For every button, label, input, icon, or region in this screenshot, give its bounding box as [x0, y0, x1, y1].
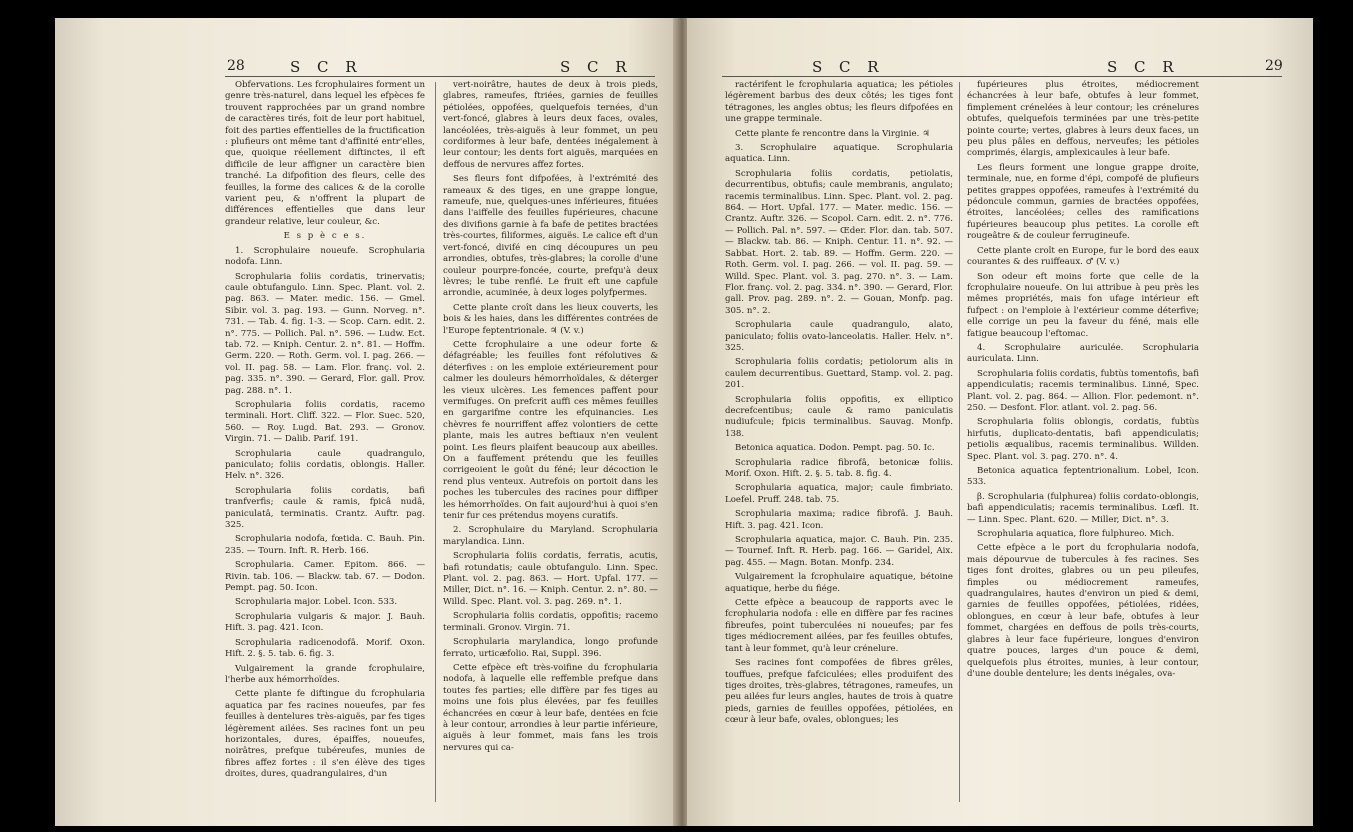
paragraph: Cette efpèce a beaucoup de rapports avec le fcrophularia nodofa : elle en diffère par fes racines fibreufes, point tuberculées ni noueufes; par fes tiges médiocrement ailées, par fes feuilles obtufes, tant à leur fommet, qu'à leur crénelure. [725, 598, 953, 654]
paragraph: Scrophularia foliis cordatis, oppofitis; racemo terminali. Gronov. Virgin. 71. [443, 611, 658, 633]
column-divider-left [435, 82, 436, 802]
header-rule-left [225, 76, 655, 77]
paragraph: Cette plante croît dans les lieux couverts, les bois & les haies, dans les différentes contrées de l'Europe feptentrionale. ♃ (V. v.) [443, 302, 658, 336]
paragraph: 1. Scrophulaire noueufe. Scrophularia nodofa. Linn. [225, 245, 425, 268]
right-page [687, 18, 1313, 826]
paragraph: Scrophularia nodofa, fœtida. C. Bauh. Pin. 235. — Tourn. Inft. R. Herb. 166. [225, 534, 425, 556]
paragraph: Scrophularia radicenodofâ. Morif. Oxon. Hift. 2. §. 5. tab. 6. fig. 3. [225, 637, 425, 660]
header-rule-right [722, 76, 1282, 77]
paragraph: Ses racines font compofées de fibres grêles, touffues, prefque fafciculées; elles produifent des tiges droites, très-glabres, tétragones, rameufes, un peu ailées fur leurs angles, hautes de trois à quatre pieds, garnies de feuilles oppofées, pétiolées, en cœur à leur bafe, ovales, oblongues; les [725, 658, 953, 726]
paragraph: Scrophularia foliis cordatis, fubtùs tomentofis, bafi appendiculatis; racemis terminalibus. Linné, Spec. Plant. vol. 2. pag. 864. — Allion. Flor. pedemont. n°. 250. — Desfont. Flor. atlant. vol. 2. pag. 56. [967, 368, 1200, 413]
paragraph: E s p è c e s. [283, 231, 367, 242]
page-number-right: 29 [1265, 58, 1283, 74]
left-page-column-1 [225, 80, 425, 784]
paragraph: Scrophularia foliis cordatis, racemo terminali. Hort. Cliff. 322. — Flor. Suec. 520, 560. — Roy. Lugd. Bat. 293. — Gronov. Virgin. 71. — Dalib. Parif. 191. [225, 399, 425, 445]
paragraph: Scrophularia major. Lobel. Icon. 533. [235, 597, 398, 608]
left-page-column-2 [443, 80, 658, 757]
column-divider-right [959, 82, 960, 802]
paragraph: vert-noirâtre, hautes de deux à trois pieds, glabres, rameufes, ftriées, garnies de feuilles pétiolées, oppofées, quelquefois ternées, d'un vert-foncé, glabres à leurs deux faces, ovales, lancéolées, très-aiguës à leur fommet, un peu cordiformes à leur bafe, dentées inégalement à leur contour; les dents fort aiguës, marquées en deffous de nervures affez fortes. [443, 80, 658, 170]
paragraph: Scrophularia maxima; radice fibrofâ. J. Bauh. Hift. 3. pag. 421. Icon. [725, 509, 953, 531]
paragraph: Cette efpèce a le port du fcrophularia nodofa, mais dépourvue de tubercules à fes racines. Ses tiges font droites, glabres ou un peu pileufes, fimples ou médiocrement rameufes, quadrangulaires, hautes d'environ un pied & demi, garnies de feuilles oppofées, pétiolées, ridées, oblongues, en cœur à leur bafe, obtufes à leur fommet, chargées en deffous de poils très-courts, glabres à leur face fupérieure, longues d'environ quatre pouces, larges d'un pouce & demi, quelquefois plus étroites, munies, à leur contour, d'une double dentelure; les dents inégales, ova- [967, 543, 1199, 679]
paragraph: Vulgairement la grande fcrophulaire, l'herbe aux hémorrhoïdes. [225, 663, 425, 685]
paragraph: Scrophularia. Camer. Epitom. 866. — Rivin. tab. 106. — Blackw. tab. 67. — Dodon. Pempt. pag. 50. Icon. [225, 560, 425, 594]
paragraph: Scrophularia foliis oblongis, cordatis, fubtùs hirfutis, duplicato-dentatis, bafi appendiculatis; petiolis æqualibus, racemis terminalibus. Willden. Spec. Plant. vol. 3. pag. 270. n°. 4. [967, 417, 1199, 462]
paragraph: Scrophularia foliis cordatis; petiolorum alis in caulem decurrentibus. Guettard, Stamp. vol. 2. pag. 201. [725, 357, 953, 391]
paragraph: Scrophularia foliis cordatis, bafi tranfverfis; caule & ramis, fpicâ nudâ, paniculatâ, terminatis. Crantz. Auftr. pag. 325. [225, 485, 425, 531]
paragraph: Les fleurs forment une longue grappe droite, terminale, nue, en forme d'épi, compofé de plufieurs petites grappes oppofées, rameufes à l'extrémité du pédoncule commun, garnies de bractées oppofées, étroites, lancéolées; celles des ramifications fupérieures beaucoup plus petites. La corolle eft rougeâtre & de couleur ferrugineufe. [967, 162, 1199, 242]
paragraph: 2. Scrophulaire du Maryland. Scrophularia marylandica. Linn. [443, 525, 658, 547]
paragraph: Scrophularia caule quadrangulo, alato, paniculato; foliis ovato-lanceolatis. Haller. Helv. n°. 325. [725, 320, 953, 353]
right-page-column-1 [725, 80, 953, 730]
paragraph: Scrophularia radice fibrofâ, betonicæ foliis. Morif. Oxon. Hift. 2. §. 5. tab. 8. fig. 4. [725, 457, 953, 479]
paragraph: β. Scrophularia (fulphurea) foliis cordato-oblongis, bafi appendiculatis; racemis terminalibus. Lœfl. It. — Linn. Spec. Plant. 620. — Miller, Dict. n°. 3. [967, 491, 1199, 525]
page-number-left: 28 [227, 58, 245, 74]
paragraph: Scrophularia foliis cordatis, petiolatis, decurrentibus, obtufis; caule membranis, angulato; racemis terminalibus. Linn. Spec. Plant. vol. 2. pag. 864. — Hort. Upfal. 177. — Mater. medic. 156. — Crantz. Auftr. 326. — Scopol. Carn. edit. 2. n°. 776. — Pollich. Pal. n°. 597. — Œder. Flor. dan. tab. 507. — Blackw. tab. 86. — Kniph. Centur. 11. n°. 92. — Sabbat. Hort. 2. tab. 89. — Hoffm. Germ. 220. — Roth. Germ. vol. I. pag. 266. — vol. II. pag. 59. — Willd. Spec. Plant. vol. 3. pag. 270. n°. 3. — Lam. Flor. franç. vol. 2. pag. 334. n°. 390. — Gerard, Flor. gall. Prov. pag. 289. n°. 2. — Gouan, Monfp. pag. 305. n°. 2. [725, 168, 953, 316]
left-page [55, 18, 677, 826]
paragraph: Scrophularia foliis oppofitis, ex elliptico decrefcentibus; caule & ramo paniculatis nudiufcule; fpicis terminalibus. Sauvag. Monfp. 138. [725, 394, 953, 439]
right-page-column-2 [967, 80, 1199, 683]
paragraph: Vulgairement la fcrophulaire aquatique, bétoine aquatique, herbe du fiége. [725, 572, 953, 594]
paragraph: 3. Scrophulaire aquatique. Scrophularia aquatica. Linn. [725, 143, 953, 165]
paragraph: 4. Scrophulaire auriculée. Scrophularia auriculata. Linn. [967, 342, 1199, 365]
paragraph: fupérieures plus étroites, médiocrement échancrées à leur bafe, obtufes à leur fommet, fimplement crénelées à leur contour; les crénelures obtufes, quelquefois terminées par une très-petite pointe courte; vertes, glabres à leurs deux faces, un peu plus pâles en deffous, nerveufes; les pétioles comprimés, élargis, amplexicaules à leur bafe. [967, 80, 1199, 159]
paragraph: Scrophularia aquatica, major. C. Bauh. Pin. 235. — Tournef. Inft. R. Herb. pag. 166. — Garidel, Aix. pag. 455. — Magn. Botan. Monfp. 234. [725, 535, 953, 568]
paragraph: Cette plante fe diftingue du fcrophularia aquatica par fes racines noueufes, par fes feuilles à dentelures très-aiguës, par fes tiges légèrement ailées. Ses racines font un peu horizontales, dures, épaiffes, noueufes, noirâtres, prefque tubéreufes, munies de fibres affez fortes : il s'en élève des tiges droites, dures, quadrangulaires, d'un [225, 689, 425, 780]
paragraph: Scrophularia vulgaris & major. J. Bauh. Hift. 3. pag. 421. Icon. [225, 611, 425, 634]
paragraph: Scrophularia aquatica, major; caule fimbriato. Loefel. Pruff. 248. tab. 75. [725, 483, 953, 505]
paragraph: Betonica aquatica. Dodon. Pempt. pag. 50. Ic. [735, 443, 935, 454]
paragraph: Scrophularia aquatica, flore fulphureo. Mich. [977, 529, 1175, 540]
paragraph: Scrophularia marylandica, longo profunde ferrato, urticæfolio. Rai, Suppl. 396. [443, 637, 658, 659]
paragraph: Son odeur eft moins forte que celle de la fcrophulaire noueufe. On lui attribue à peu près les mêmes propriétés, mais fon ufage intérieur eft fufpect : on l'emploie à l'extérieur comme déterfive; elle corrige un peu la faveur du féné, mais elle fatigue beaucoup l'eftomac. [967, 271, 1199, 339]
paragraph: Betonica aquatica feptentrionalium. Lobel, Icon. 533. [967, 466, 1199, 488]
paragraph: Scrophularia foliis cordatis, trinervatis; caule obtufangulo. Linn. Spec. Plant. vol. 2. pag. 863. — Mater. medic. 156. — Gmel. Sibir. vol. 3. pag. 193. — Gunn. Norveg. n°. 731. — Tab. 4. fig. 1-3. — Scop. Carn. edit. 2. n°. 775. — Pollich. Pal. n°. 596. — Ludw. Ect. tab. 72. — Kniph. Centur. 2. n°. 81. — Hoffm. Germ. 220. — Roth. Germ. vol. I. pag. 266. — vol. II. pag. 58. — Lam. Flor. franç. vol. 2. pag. 335. n°. 390. — Gerard, Flor. gall. Prov. pag. 288. n°. 1. [225, 271, 425, 396]
paragraph: Cette fcrophulaire a une odeur forte & défagréable; les feuilles font réfolutives & déterfives : on les emploie extérieurement pour calmer les douleurs hémorrhoïdales, & déterger les vieux ulcères. Les femences paffent pour vermifuges. On prefcrit auffi ces mêmes feuilles en gargarifme contre les efquinancies. Les chèvres fe nourriffent affez volontiers de cette plante, mais les autres beftiaux n'en veulent point. Les fleurs plaifent beaucoup aux abeilles. On a fauffement prétendu que les feuilles corrigeoient le goût du féné; leur décoction le rend plus venteux. Autrefois on portoit dans les poches les tubercules des racines pour diffiper les hémorrhoïdes. On fait aujourd'hui à quoi s'en tenir fur ces prétendus moyens curatifs. [443, 339, 658, 522]
paragraph: Obfervations. Les fcrophulaires forment un genre très-naturel, dans lequel les efpèces fe trouvent rapprochées par un grand nombre de caractères tirés, foit de leur port habituel, foit des parties effentielles de la fructification : plufieurs ont même tant d'affinité entr'elles, que, quoique réellement diftinctes, il eft difficile de leur affigner un caractère bien tranché. La difpofition des fleurs, celle des feuilles, la forme des calices & de la corolle varient peu, & n'offrent la plupart de différences effentielles que dans leur grandeur relative, leur couleur, &c. [225, 80, 425, 227]
running-head-right-1: S C R [812, 58, 885, 76]
paragraph: Ses fleurs font difpofées, à l'extrémité des rameaux & des tiges, en une grappe longue, rameufe, nue, quelques-unes inférieures, fituées dans l'aiffelle des feuilles fupérieures, chacune des divifions garnie à fa bafe de petites bractées très-courtes, filiformes, aiguës. Le calice eft d'un vert-foncé, divifé en cinq découpures un peu arrondies, obtufes, très-glabres; la corolle d'une couleur pourpre-foncée, courte, prefqu'à deux lèvres; le tube renflé. Le fruit eft une capfule arrondie, acuminée, à deux loges polyfpermes. [443, 174, 658, 299]
paragraph: Cette plante fe rencontre dans la Virginie. ♃ [735, 128, 930, 139]
running-head-right-2: S C R [1107, 58, 1180, 76]
paragraph: Scrophularia caule quadrangulo, paniculato; foliis cordatis, oblongis. Haller. Helv. n°. 326. [225, 448, 425, 482]
paragraph: Scrophularia foliis cordatis, ferratis, acutis, bafi rotundatis; caule obtufangulo. Linn. Spec. Plant. vol. 2. pag. 863. — Hort. Upfal. 177. — Miller, Dict. n°. 16. — Kniph. Centur. 2. n°. 80. — Willd. Spec. Plant. vol. 3. pag. 269. n°. 1. [443, 551, 658, 607]
paragraph: Cette plante croît en Europe, fur le bord des eaux courantes & des ruiffeaux. ♂ (V. v.) [967, 245, 1199, 268]
paragraph: ractérifent le fcrophularia aquatica; les pétioles légèrement barbus des deux côtés; les tiges font tétragones, les angles obtus; les fleurs difpofées en une grappe terminale. [725, 80, 953, 125]
running-head-left-1: S C R [290, 58, 363, 76]
open-book [55, 18, 1313, 826]
running-head-left-2: S C R [560, 58, 633, 76]
paragraph: Cette efpèce eft très-voifine du fcrophularia nodofa, à laquelle elle reffemble prefque dans toutes fes parties; elle diffère par fes tiges au moins une fois plus élevées, par fes feuilles échancrées en cœur à leur bafe, dentées en fcie à leur contour, arrondies à leur partie inférieure, aiguës à leur fommet, mais fans les trois nervures qui ca- [443, 662, 658, 753]
